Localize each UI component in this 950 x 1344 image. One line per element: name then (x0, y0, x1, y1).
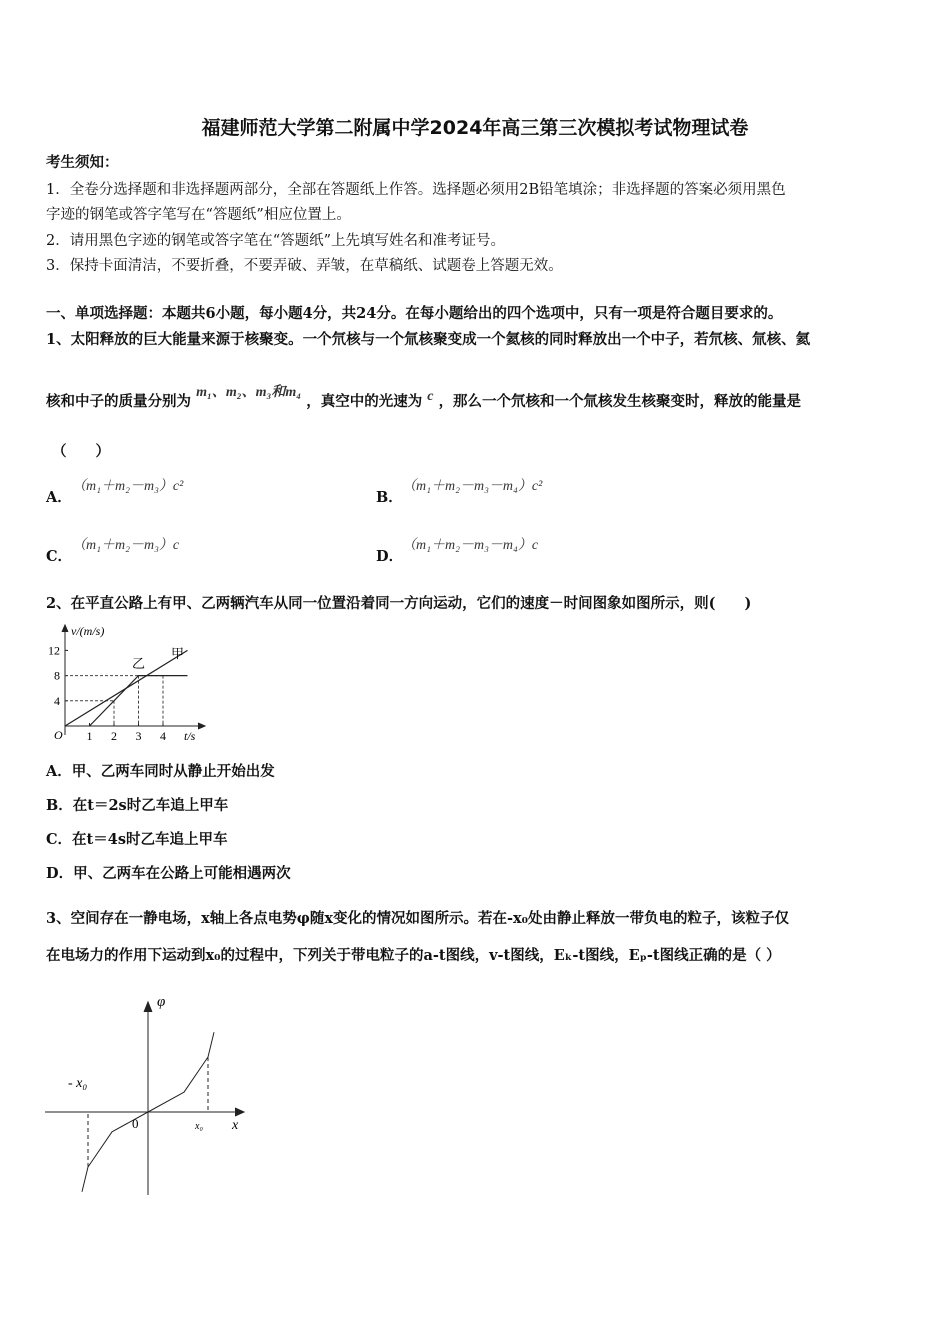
q1-line-2-pre: 核和中子的质量分别为 (46, 393, 191, 410)
q3-zero-label: 0 (132, 1116, 139, 1131)
q1-line-2-mid: ，真空中的光速为 (306, 393, 423, 410)
q1-line-2-post: ，那么一个氘核和一个氚核发生核聚变时，释放的能量是 (438, 393, 802, 410)
q1-option-c[interactable]: （m₁＋m₂－m₃）c (72, 538, 180, 553)
q3-y-arrow (144, 1002, 152, 1012)
q2-series-jia-label: 甲 (171, 646, 185, 661)
q1-option-b-label: B． (376, 489, 403, 506)
notice-line-1a: 1．全卷分选择题和非选择题两部分，全部在答题纸上作答。选择题必须用2B铅笔填涂；非选择题的答案必须用黑色 (46, 182, 786, 198)
q1-option-a[interactable]: （m₁＋m₂－m₃）c² (72, 479, 184, 494)
q2-origin-label: O (54, 728, 63, 742)
q2-x-tick-label: 1 (86, 729, 93, 743)
q2-y-axis-label: v/(m/s) (71, 624, 105, 638)
page-title: 福建师范大学第二附属中学2024年高三第三次模拟考试物理试卷 (201, 117, 749, 139)
q3-neg-x0-label: - x₀ (68, 1076, 88, 1091)
q2-y-tick-label: 12 (48, 643, 60, 658)
q2-stem: 2、在平直公路上有甲、乙两辆汽车从同一位置沿着同一方向运动，它们的速度－时间图象如图所示，则( ) (46, 595, 752, 612)
notice-heading: 考生须知： (46, 154, 119, 171)
q1-light-speed: c (427, 389, 434, 404)
q1-option-d[interactable]: （m₁＋m₂－m₃－m₄）c (402, 538, 539, 553)
q2-option-c[interactable]: C．在t＝4s时乙车追上甲车 (46, 831, 228, 848)
q1-line-1: 1、太阳释放的巨大能量来源于核聚变。一个氘核与一个氚核聚变成一个氦核的同时释放出一个中子，若氘核、氚核、氦 (46, 331, 811, 348)
q3-line-1: 3、空间存在一静电场，x轴上各点电势φ随x变化的情况如图所示。若在-x₀处由静止释放一带负电的粒子，该粒子仅 (46, 910, 790, 927)
q1-mass-list: m₁、m₂、m₃和m₄ (196, 385, 302, 400)
q1-option-b[interactable]: （m₁＋m₂－m₃－m₄）c² (402, 479, 543, 494)
q2-vt-graph (44, 617, 214, 747)
notice-line-1b: 字迹的钢笔或答字笔写在“答题纸”相应位置上。 (46, 207, 351, 223)
notice-line-2: 2．请用黑色字迹的钢笔或答字笔在“答题纸”上先填写姓名和准考证号。 (46, 233, 506, 249)
q2-x-tick-label: 3 (135, 729, 142, 743)
q1-option-a-label: A． (46, 489, 72, 506)
q2-x-tick-label: 4 (160, 729, 166, 743)
q3-pos-x0-label: x₀ (195, 1121, 203, 1132)
q3-potential-graph (40, 990, 260, 1200)
q2-option-a[interactable]: A．甲、乙两车同时从静止开始出发 (46, 763, 275, 780)
section-heading: 一、单项选择题：本题共6小题，每小题4分，共24分。在每小题给出的四个选项中，只有一项是符合题目要求的。 (46, 305, 783, 322)
q1-line-2 (46, 385, 802, 411)
q2-y-tick-label: 8 (54, 668, 60, 683)
q2-option-b[interactable]: B．在t＝2s时乙车追上甲车 (46, 797, 229, 814)
q3-y-axis-label: φ (157, 994, 166, 1010)
q3-x-axis-label: x (232, 1118, 239, 1133)
notice-line-3: 3．保持卡面清洁，不要折叠，不要弄破、弄皱，在草稿纸、试题卷上答题无效。 (46, 258, 563, 274)
q1-option-c-label: C． (46, 548, 73, 565)
q3-x-arrow (235, 1108, 244, 1116)
q2-option-d[interactable]: D．甲、乙两车在公路上可能相遇两次 (46, 865, 291, 882)
q2-x-arrow (198, 723, 205, 729)
q1-blank: （ ） (52, 443, 110, 460)
q2-x-tick-label: 2 (111, 729, 117, 743)
q2-y-arrow (62, 625, 68, 632)
q2-series-yi-label: 乙 (132, 656, 146, 671)
q3-line-2: 在电场力的作用下运动到x₀的过程中，下列关于带电粒子的a-t图线，v-t图线，Eₖ-t图线，Eₚ-t图线正确的是（ ） (46, 947, 781, 964)
q1-option-d-label: D． (376, 548, 404, 565)
q2-x-axis-label: t/s (184, 729, 196, 743)
q2-y-tick-label: 4 (54, 693, 60, 708)
